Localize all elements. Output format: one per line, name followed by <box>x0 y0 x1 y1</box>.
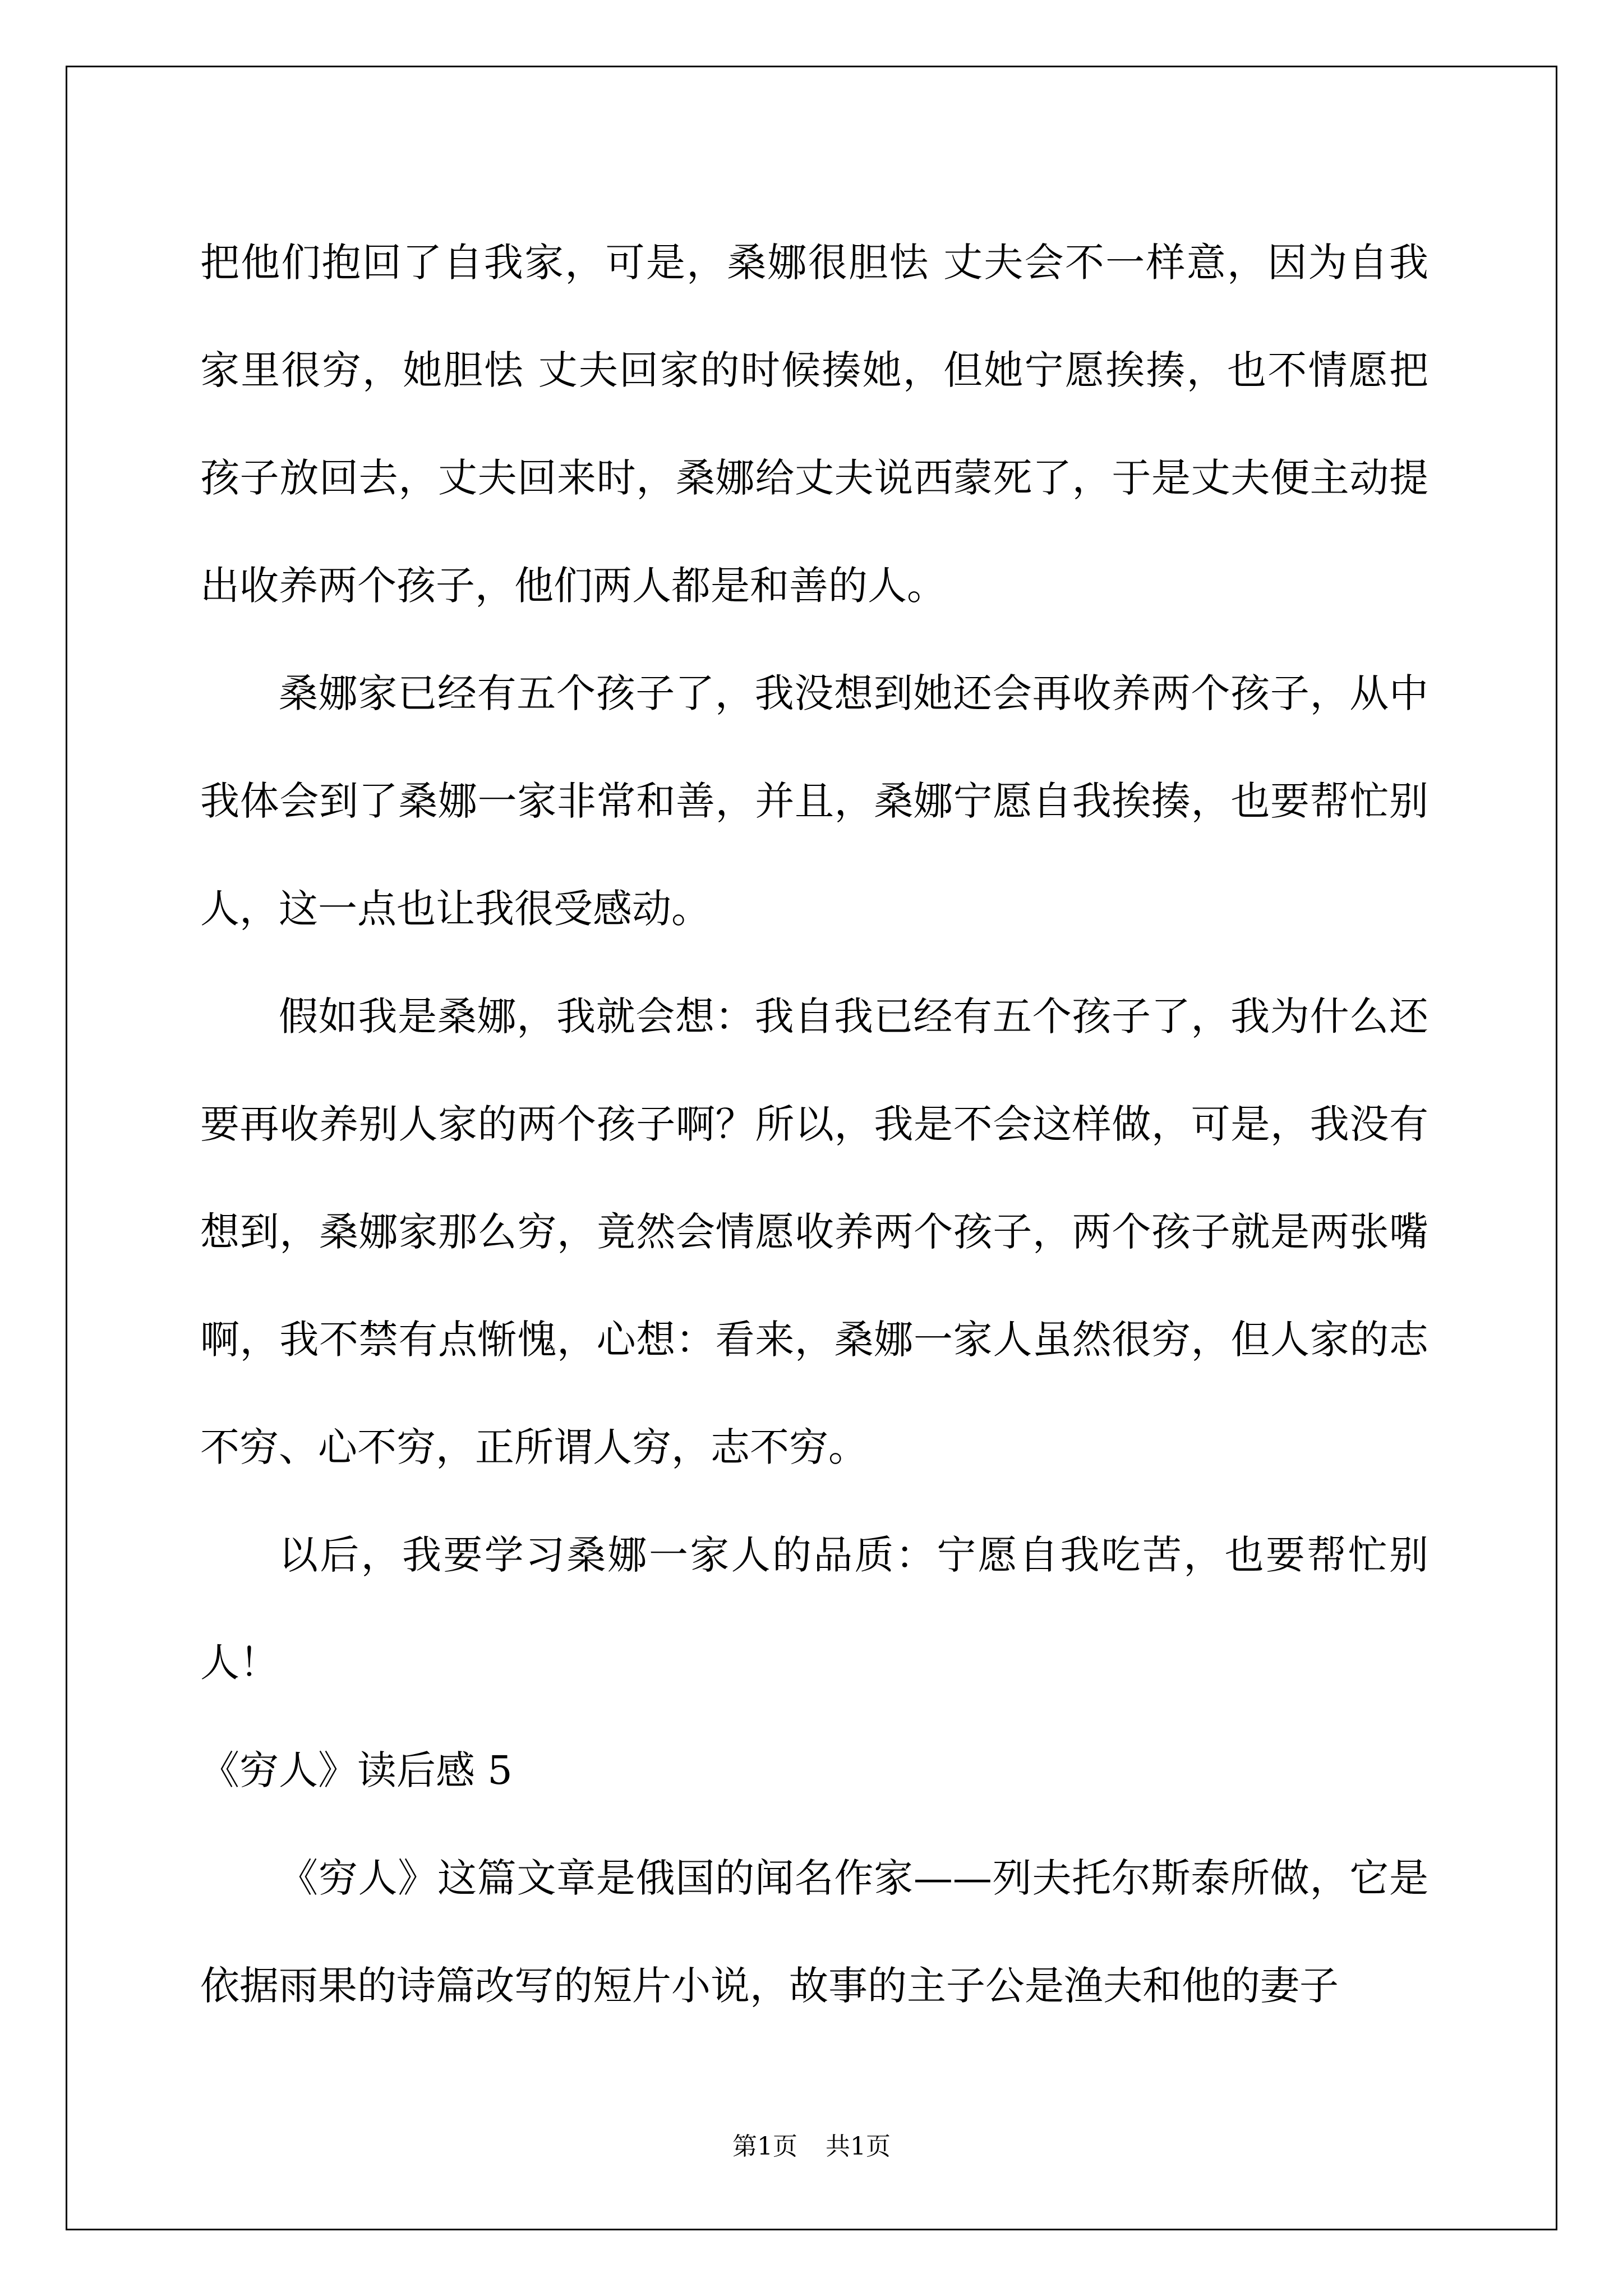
paragraph-2: 桑娜家已经有五个孩子了，我没想到她还会再收养两个孩子，从中我体会到了桑娜一家非常和善，并且，桑娜宁愿自我挨揍，也要帮忙别人，这一点也让我很受感动。 <box>200 670 1428 932</box>
page-number: 第1页 <box>732 2132 797 2161</box>
paragraph-1: 把他们抱回了自我家，可是，桑娜很胆怯 丈夫会不一样意，因为自我家里很穷，她胆怯 丈夫回家的时候揍她，但她宁愿挨揍，也不情愿把孩子放回去，丈夫回来时，桑娜给丈夫说西蒙死了，于是丈夫便主动提出收养两个孩子，他们两人都是和善的人。 <box>200 240 1428 609</box>
page-footer <box>0 2126 1623 2162</box>
paragraph-4: 以后，我要学习桑娜一家人的品质：宁愿自我吃苦，也要帮忙别人！ <box>200 1532 1428 1686</box>
page-total: 共1页 <box>826 2132 891 2161</box>
paragraph-3: 假如我是桑娜，我就会想：我自我已经有五个孩子了，我为什么还要再收养别人家的两个孩子啊？所以，我是不会这样做，可是，我没有想到，桑娜家那么穷，竟然会情愿收养两个孩子，两个孩子就是两张嘴啊，我不禁有点惭愧，心想：看来，桑娜一家人虽然很穷，但人家的志不穷、心不穷，正所谓人穷，志不穷。 <box>200 993 1428 1470</box>
document-body <box>200 209 1428 2040</box>
section-heading: 《穷人》读后感 5 <box>200 1747 513 1793</box>
paragraph-5: 《穷人》这篇文章是俄国的闻名作家——列夫托尔斯泰所做，它是依据雨果的诗篇改写的短片小说，故事的主子公是渔夫和他的妻子 <box>200 1855 1428 2009</box>
